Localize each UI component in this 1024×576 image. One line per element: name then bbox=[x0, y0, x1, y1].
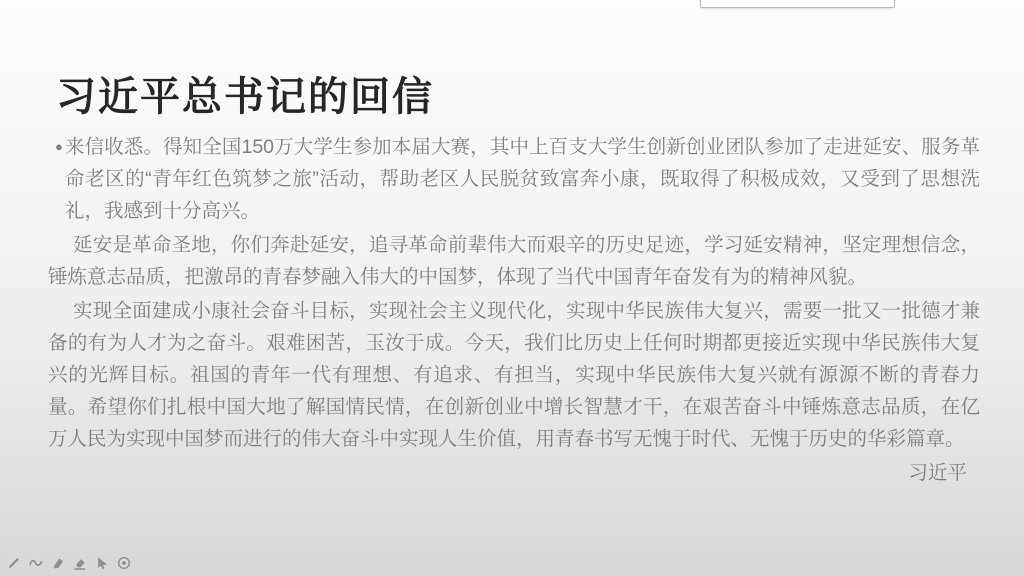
pointer-icon[interactable] bbox=[95, 556, 109, 570]
annotation-toolbar bbox=[7, 556, 131, 570]
paragraph-2: 延安是革命圣地，你们奔赴延安，追寻革命前辈伟大而艰辛的历史足迹，学习延安精神，坚定理想信念，锤炼意志品质，把激昂的青春梦融入伟大的中国梦，体现了当代中国青年奋发有为的精神风貌。 bbox=[48, 234, 980, 288]
paragraph-1 bbox=[48, 131, 980, 227]
paragraph-3: 实现全面建成小康社会奋斗目标，实现社会主义现代化，实现中华民族伟大复兴，需要一批又一批德才兼备的有为人才为之奋斗。艰难困苦，玉汝于成。今天，我们比历史上任何时期都更接近实现中华民族伟大复兴的光辉目标。祖国的青年一代有理想、有追求、有担当，实现中华民族伟大复兴就有源源不断的青春力量。希望你们扎根中国大地了解国情民情，在创新创业中增长智慧才干，在艰苦奋斗中锤炼意志品质，在亿万人民为实现中国梦而进行的伟大奋斗中实现人生价值，用青春书写无愧于时代、无愧于历史的华彩篇章。 bbox=[48, 300, 980, 450]
paragraph-1-text: 来信收悉。得知全国150万大学生参加本届大赛，其中上百支大学生创新创业团队参加了走进延安、服务革命老区的“青年红色筑梦之旅”活动，帮助老区人民脱贫致富奔小康，既取得了积极成效，又受到了思想洗礼，我感到十分高兴。 bbox=[65, 136, 980, 222]
curve-icon[interactable] bbox=[29, 556, 43, 570]
bullet-marker: ● bbox=[55, 139, 63, 154]
laser-pointer-icon[interactable] bbox=[117, 556, 131, 570]
slide-body bbox=[48, 131, 980, 491]
signature: 习近平 bbox=[908, 462, 967, 484]
eraser-icon[interactable] bbox=[73, 556, 87, 570]
pen-icon[interactable] bbox=[7, 556, 21, 570]
marker-icon[interactable] bbox=[51, 556, 65, 570]
collapsed-floating-toolbar[interactable] bbox=[700, 0, 895, 8]
slide-title: 习近平总书记的回信 bbox=[56, 74, 434, 119]
